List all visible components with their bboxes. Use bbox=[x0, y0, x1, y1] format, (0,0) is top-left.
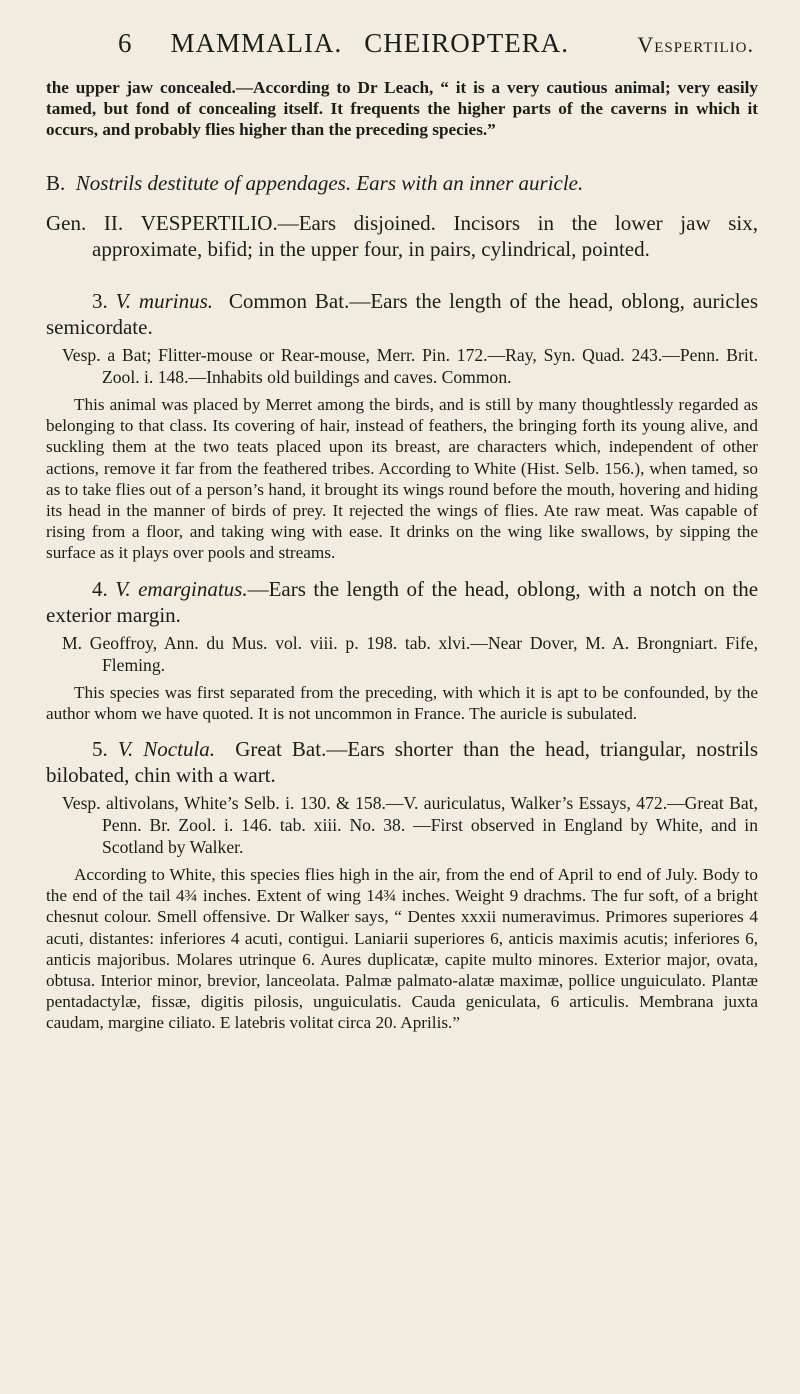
species-name: V. murinus. bbox=[115, 289, 214, 313]
genus-label: Gen. II. bbox=[46, 211, 124, 235]
species-name: V. emarginatus. bbox=[115, 576, 248, 601]
species-body: According to White, this species flies high in the air, from the end of April to end of July. Body to the end of the tail 4¾ inches. Extent of wing 14¾ inches. Weight 9 drachms. The fur soft, of a bright chesnut colour. Smell offensive. Dr Walker says, “ Dentes xxxii numeravimus. Primores superiores 4 acuti, distantes: inferiores 4 acuti, contigui. Laniarii superiores 6, anticis maximis acutis; inferiores 6, anticis majoribus. Molares utrinque 6. Aures duplicatæ, capite multo minores. Exterior major, ovata, obtusa. Interior minor, brevior, lanceolata. Palmæ palmato-alatæ maximæ, pollice unguiculato. Plantæ pentadactylæ, fissæ, digitis pilosis, unguiculatis. Cauda geniculata, 6 articulis. Membrana juxta caudam, margine ciliato. E latebris volitat circa 20. Aprilis.” bbox=[46, 865, 758, 1033]
species-synonymy: M. Geoffroy, Ann. du Mus. vol. viii. p. 198. tab. xlvi.—Near Dover, M. A. Brongniart. Fife, Fleming. bbox=[62, 632, 758, 675]
genus-heading bbox=[46, 210, 758, 262]
species-synonymy: Vesp. altivolans, White’s Selb. i. 130. & 158.—V. auriculatus, Walker’s Essays, 472.—Great Bat, Penn. Br. Zool. i. 146. tab. xiii. No. 38. —First observed in England by White, and in Scotland by Walker. bbox=[62, 793, 758, 858]
class-title: MAMMALIA. bbox=[170, 28, 343, 58]
section-b-heading bbox=[46, 170, 758, 196]
section-b-letter: B. bbox=[46, 171, 66, 195]
genus-description: —Ears disjoined. Incisors in the lower jaw six, approximate, bifid; in the upper four, in pairs, cylindrical, pointed. bbox=[92, 211, 758, 261]
section-b-text: Nostrils destitute of appendages. Ears with an inner auricle. bbox=[75, 171, 584, 195]
genus-name: VESPERTILIO. bbox=[140, 211, 278, 235]
running-head bbox=[46, 28, 758, 59]
species-number: 5. bbox=[92, 737, 108, 762]
continuation-paragraph: the upper jaw concealed.—According to Dr Leach, “ it is a very cautious animal; very easily tamed, but fond of concealing itself. It frequents the higher parts of the caverns in which it occurs, and probably flies higher than the preceding species.” bbox=[46, 78, 758, 139]
species-description: Great Bat.—Ears shorter than the head, triangular, nostrils bilobated, chin with a wart. bbox=[46, 737, 758, 788]
species-body: This animal was placed by Merret among the birds, and is still by many thoughtlessly regarded as belonging to that class. Its covering of hair, instead of feathers, the bringing forth its young alive, and suckling them at the two teats placed upon its breast, are characters which, independent of other actions, remove it far from the feathered tribes. According to White (Hist. Selb. 156.), when tamed, so as to take flies out of a person’s hand, it brought its wings round before the mouth, hovering and hiding its head in the manner of birds of prey. It rejected the wings of flies. Ate raw meat. Was capable of rising from a floor, and taking wing with ease. It drinks on the wing like swallows, by sipping the surface as it plays over pools and streams. bbox=[46, 395, 758, 563]
species-heading bbox=[46, 288, 758, 340]
species-name: V. Noctula. bbox=[117, 737, 216, 762]
species-description: —Ears the length of the head, oblong, with a notch on the exterior margin. bbox=[46, 576, 759, 627]
order-title: CHEIROPTERA. bbox=[364, 28, 570, 58]
species-heading bbox=[46, 736, 758, 788]
species-description: Common Bat.—Ears the length of the head, oblong, auricles semicordate. bbox=[46, 289, 759, 339]
species-heading bbox=[46, 576, 758, 628]
genus-title: Vespertilio. bbox=[637, 32, 754, 57]
species-synonymy: Vesp. a Bat; Flitter-mouse or Rear-mouse, Merr. Pin. 172.—Ray, Syn. Quad. 243.—Penn. Brit. Zool. i. 148.—Inhabits old buildings and caves. Common. bbox=[62, 345, 758, 387]
page-number: 6 bbox=[118, 28, 133, 58]
species-number: 4. bbox=[92, 576, 108, 601]
species-number: 3. bbox=[92, 289, 108, 313]
species-body: This species was first separated from the preceding, with which it is apt to be confounded, by the author whom we have quoted. It is not uncommon in France. The auricle is subulated. bbox=[46, 682, 758, 723]
